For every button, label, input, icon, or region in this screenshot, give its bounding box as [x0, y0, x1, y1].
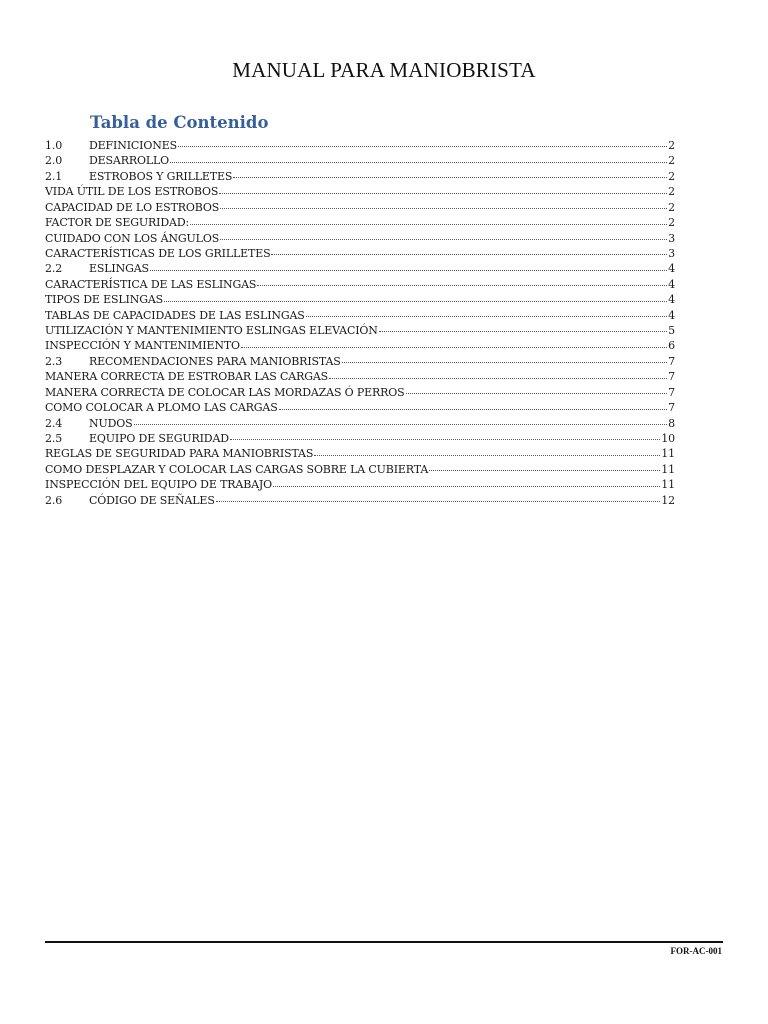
toc-entry-page: 11	[661, 462, 675, 476]
toc-dot-leader	[164, 300, 667, 302]
toc-entry-page: 2	[668, 154, 675, 168]
toc-entry[interactable]	[45, 431, 675, 446]
toc-entry[interactable]	[45, 261, 675, 276]
toc-dot-leader	[190, 223, 667, 225]
toc-dot-leader	[216, 500, 661, 502]
toc-entry-page: 4	[668, 308, 675, 322]
toc-dot-leader	[314, 454, 660, 456]
toc-dot-leader	[220, 207, 667, 209]
toc-entry-page: 6	[668, 339, 675, 353]
toc-entry[interactable]	[45, 184, 675, 199]
toc-entry-label: COMO DESPLAZAR Y COLOCAR LAS CARGAS SOBRE LA CUBIERTA	[45, 462, 429, 476]
toc-entry[interactable]	[45, 323, 675, 338]
toc-entry-label: TABLAS DE CAPACIDADES DE LAS ESLINGAS	[45, 308, 305, 322]
toc-entry-page: 2	[668, 200, 675, 214]
toc-entry-number: 2.6	[45, 493, 63, 507]
toc-entry-page: 11	[661, 447, 675, 461]
toc-entry-page: 10	[661, 432, 675, 446]
toc-entry-page: 2	[668, 139, 675, 152]
document-title: MANUAL PARA MANIOBRISTA	[232, 58, 536, 82]
toc-entry[interactable]	[45, 308, 675, 323]
toc-dot-leader	[342, 361, 667, 363]
toc-dot-leader	[241, 346, 667, 348]
toc-dot-leader	[273, 485, 660, 487]
toc-dot-leader	[279, 408, 668, 410]
toc-dot-leader	[219, 192, 667, 194]
toc-entry[interactable]	[45, 446, 675, 461]
toc-dot-leader	[170, 161, 667, 163]
toc-entry-page: 4	[668, 293, 675, 307]
toc-entry-page: 4	[668, 277, 675, 291]
toc-entry[interactable]	[45, 138, 675, 153]
toc-entry-page: 7	[668, 385, 675, 399]
toc-entry[interactable]	[45, 153, 675, 168]
toc-entry[interactable]	[45, 200, 675, 215]
toc-entry-page: 11	[661, 478, 675, 492]
toc-dot-leader	[306, 315, 667, 317]
toc-dot-leader	[233, 176, 667, 178]
toc-entry[interactable]	[45, 246, 675, 261]
toc-entry[interactable]	[45, 369, 675, 384]
toc-entry[interactable]	[45, 477, 675, 492]
toc-entry[interactable]	[45, 277, 675, 292]
toc-dot-leader	[220, 238, 667, 240]
toc-entry-page: 8	[668, 416, 675, 430]
toc-entry-page: 2	[668, 169, 675, 183]
toc-entry-page: 4	[668, 262, 675, 276]
toc-entry-number: 2.2	[45, 262, 63, 276]
toc-entry-label: CARACTERÍSTICA DE LAS ESLINGAS	[45, 277, 257, 291]
toc-entry-page: 12	[661, 493, 675, 507]
toc-entry[interactable]	[45, 493, 675, 508]
toc-entry[interactable]	[45, 292, 675, 307]
toc-entry-label: EQUIPO DE SEGURIDAD	[89, 432, 229, 446]
toc-dot-leader	[178, 145, 667, 147]
toc-dot-leader	[271, 253, 667, 255]
toc-entry[interactable]	[45, 338, 675, 353]
toc-entry-number: 1.0	[45, 139, 63, 152]
toc-entry-label: REGLAS DE SEGURIDAD PARA MANIOBRISTAS	[45, 447, 314, 461]
toc-dot-leader	[379, 330, 667, 332]
toc-entry-label: DESARROLLO	[89, 154, 170, 168]
toc-entry-page: 3	[668, 231, 675, 245]
toc-dot-leader	[150, 269, 667, 271]
toc-entry-number: 2.1	[45, 169, 63, 183]
toc-entry-label: ESTROBOS Y GRILLETES	[89, 169, 233, 183]
toc-entry-label: FACTOR DE SEGURIDAD:	[45, 216, 190, 230]
toc-entry-page: 7	[668, 370, 675, 384]
toc-entry-page: 5	[668, 324, 675, 338]
toc-entry[interactable]	[45, 400, 675, 415]
toc-entry-number: 2.0	[45, 154, 63, 168]
toc-entry-label: CARACTERÍSTICAS DE LOS GRILLETES	[45, 246, 271, 260]
toc-entry[interactable]	[45, 416, 675, 431]
toc-entry-label: INSPECCIÓN DEL EQUIPO DE TRABAJO	[45, 478, 273, 492]
toc-entry-label: RECOMENDACIONES PARA MANIOBRISTAS	[89, 354, 341, 368]
toc-entry-page: 7	[668, 354, 675, 368]
toc-entry[interactable]	[45, 385, 675, 400]
toc-entry-label: CUIDADO CON LOS ÁNGULOS	[45, 231, 220, 245]
toc-heading: Tabla de Contenido	[90, 113, 269, 132]
toc-entry[interactable]	[45, 462, 675, 477]
toc-entry-number: 2.5	[45, 432, 63, 446]
toc-dot-leader	[329, 377, 667, 379]
toc-entry-label: VIDA ÚTIL DE LOS ESTROBOS	[45, 185, 219, 199]
toc-dot-leader	[429, 469, 660, 471]
toc-entry-page: 2	[668, 216, 675, 230]
toc-dot-leader	[230, 438, 660, 440]
toc-dot-leader	[134, 423, 668, 425]
toc-entry-label: CAPACIDAD DE LO ESTROBOS	[45, 200, 220, 214]
toc-entry-label: ESLINGAS	[89, 262, 149, 276]
toc-entry-page: 2	[668, 185, 675, 199]
toc-entry-label: MANERA CORRECTA DE COLOCAR LAS MORDAZAS Ó PERROS	[45, 385, 405, 399]
toc-entry-page: 7	[668, 401, 675, 415]
toc-entry-number: 2.4	[45, 416, 63, 430]
toc-entry-label: TIPOS DE ESLINGAS	[45, 293, 164, 307]
toc-entry[interactable]	[45, 169, 675, 184]
toc-entry-label: NUDOS	[89, 416, 133, 430]
toc-entry-number: 2.3	[45, 354, 63, 368]
toc-entry[interactable]	[45, 231, 675, 246]
toc-dot-leader	[406, 392, 668, 394]
toc-entry-label: COMO COLOCAR A PLOMO LAS CARGAS	[45, 401, 278, 415]
toc-entry-label: INSPECCIÓN Y MANTENIMIENTO	[45, 339, 240, 353]
toc-entry-page: 3	[668, 246, 675, 260]
toc-entry-label: UTILIZACIÓN Y MANTENIMIENTO ESLINGAS ELEVACIÓN	[45, 324, 378, 338]
toc-dot-leader	[257, 284, 667, 286]
toc-entry-label: CÓDIGO DE SEÑALES	[89, 493, 215, 507]
toc-entry[interactable]	[45, 215, 675, 230]
footer-form-code: FOR-AC-001	[670, 946, 722, 956]
toc-entry-label: MANERA CORRECTA DE ESTROBAR LAS CARGAS	[45, 370, 329, 384]
toc-entry[interactable]	[45, 354, 675, 369]
footer-divider	[45, 941, 723, 943]
toc-entry-label: DEFINICIONES	[89, 139, 177, 152]
table-of-contents	[45, 138, 675, 508]
